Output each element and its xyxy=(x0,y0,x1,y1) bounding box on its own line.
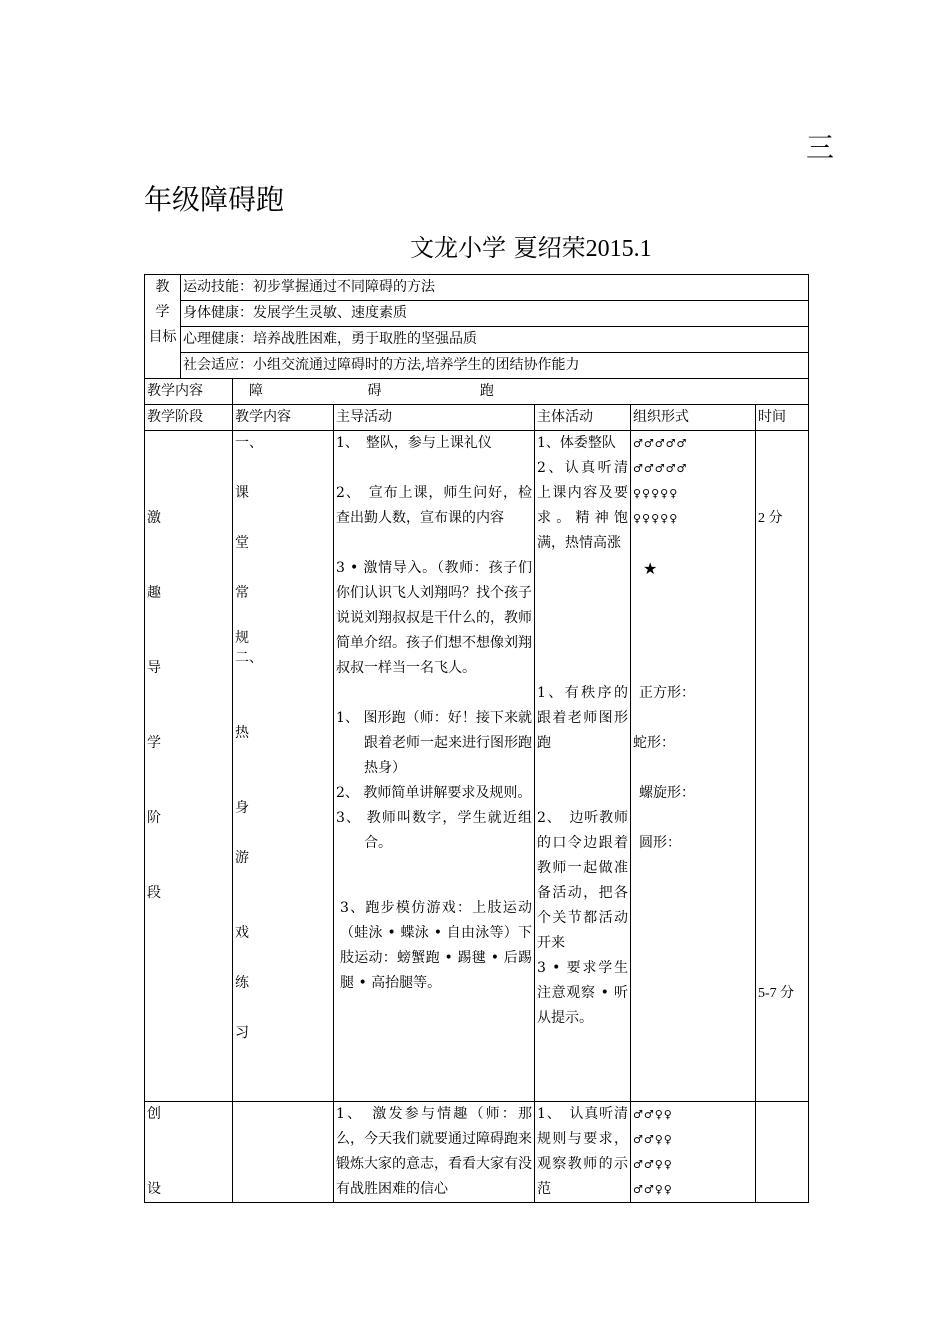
stage-char: 导 xyxy=(147,660,161,676)
header-student: 主体活动 xyxy=(535,405,631,431)
stage-2-org xyxy=(631,1102,756,1203)
lead-item: 1、 整队，参与上课礼仪 xyxy=(336,435,492,451)
org-symbol-row: ♂♂♂♂♂ xyxy=(633,437,688,450)
stage-1-student xyxy=(535,431,631,1102)
stage-1-name xyxy=(145,431,233,1102)
student-item: 2、 边听教师的口令边跟着教师一起做准备活动，把各个关节都活动开来 xyxy=(537,810,628,951)
student-item: 1、体委整队 xyxy=(537,435,616,451)
content-line: 戏 xyxy=(235,925,249,941)
header-row xyxy=(145,405,809,431)
stage-2-student: 1、 认真听清规则与要求，观察教师的示范 xyxy=(535,1102,631,1203)
content-line: 二、 xyxy=(235,650,263,666)
header-time: 时间 xyxy=(756,405,809,431)
org-symbol-row: ♂♂♂♂♂ xyxy=(633,462,688,475)
content-char: 碍 xyxy=(367,383,382,399)
lead-item: 2、 宣布上课，师生问好，检查出勤人数，宣布课的内容 xyxy=(336,485,532,526)
page-title: 年级障碍跑 xyxy=(144,183,285,216)
org-symbol-row: ♀♀♀♀♀ xyxy=(633,512,679,525)
lesson-plan-table xyxy=(144,274,809,1203)
content-row xyxy=(145,379,809,405)
lead-item: 3、跑步模仿游戏：上肢运动（蛙泳 • 蝶泳 • 自由泳等）下肢运动：螃蟹跑 • 踢毽 • 后踢腿 • 高抬腿等。 xyxy=(340,900,532,991)
stage-2-name xyxy=(145,1102,233,1203)
goal-row xyxy=(145,353,809,379)
student-item: 3 • 要求学生注意观察 • 听从提示。 xyxy=(537,960,628,1026)
stage-2-row xyxy=(145,1102,809,1203)
goal-item: 身体健康：发展学生灵敏、速度素质 xyxy=(181,301,809,327)
school-name: 文龙小学 xyxy=(410,234,506,262)
header-lead: 主导活动 xyxy=(334,405,535,431)
stage-1-lead xyxy=(334,431,535,1102)
goal-item: 运动技能：初步掌握通过不同障碍的方法 xyxy=(181,275,809,301)
teacher-name: 夏绍荣 xyxy=(513,234,586,262)
stage-2-lead: 1、 激发参与情趣（师：那么，今天我们就要通过障碍跑来锻炼大家的意志，看看大家有没有战胜困难的信心 xyxy=(334,1102,535,1203)
star-icon: ★ xyxy=(643,559,658,578)
stage-char: 创 xyxy=(147,1106,161,1122)
org-symbol-row: ♂♂♀♀ xyxy=(633,1133,673,1146)
org-shape: 圆形： xyxy=(639,835,681,851)
content-value xyxy=(233,379,809,405)
content-line: 游 xyxy=(235,850,249,866)
lead-item: 3、 教师叫数字，学生就近组合。 xyxy=(336,810,532,851)
time-value: 2 分 xyxy=(758,511,783,526)
stage-char: 段 xyxy=(147,885,161,901)
stage-1-time xyxy=(756,431,809,1102)
stage-1-org xyxy=(631,431,756,1102)
goal-row xyxy=(145,301,809,327)
header-org: 组织形式 xyxy=(631,405,756,431)
stage-char: 设 xyxy=(147,1181,161,1197)
org-shape: 蛇形： xyxy=(633,735,675,751)
year: 2015.1 xyxy=(585,236,652,262)
header-stage: 教学阶段 xyxy=(145,405,233,431)
content-line: 热 xyxy=(235,725,249,741)
goal-item: 社会适应：小组交流通过障碍时的方法,培养学生的团结协作能力 xyxy=(181,353,809,379)
content-char: 跑 xyxy=(479,383,494,399)
stage-1-row xyxy=(145,431,809,1102)
title-part-1: 三 xyxy=(806,131,835,164)
student-item: 1、有秩序的跟着老师图形跑 xyxy=(537,685,628,751)
lead-item: 2、 教师简单讲解要求及规则。 xyxy=(336,785,532,801)
content-char: 障 xyxy=(249,383,263,399)
goals-label-line-1: 教 学 xyxy=(155,279,170,320)
org-shape: 正方形： xyxy=(639,685,695,701)
org-symbol-row: ♂♂♀♀ xyxy=(633,1158,673,1171)
stage-1-content xyxy=(233,431,334,1102)
content-line: 堂 xyxy=(235,535,249,551)
subtitle xyxy=(410,230,652,267)
stage-char: 阶 xyxy=(147,810,161,826)
stage-char: 学 xyxy=(147,735,161,751)
goals-label-line-2: 目标 xyxy=(148,329,177,345)
content-line: 常 xyxy=(235,585,249,601)
goals-label xyxy=(145,275,181,379)
content-line: 课 xyxy=(235,485,249,501)
goal-row xyxy=(145,275,809,301)
stage-2-time xyxy=(756,1102,809,1203)
org-shape: 螺旋形： xyxy=(639,785,695,801)
header-content: 教学内容 xyxy=(233,405,334,431)
lead-item: 3 • 激情导入。（教师：孩子们你们认识飞人刘翔吗？找个孩子说说刘翔叔叔是干什么的，教师简单介绍。孩子们想不想像刘翔叔叔一样当一名飞人。 xyxy=(336,560,532,676)
org-symbol-row: ♂♂♀♀ xyxy=(633,1108,673,1121)
content-label: 教学内容 xyxy=(145,379,233,405)
student-item: 2、认真听清上课内容及要求。精神饱满，热情高涨 xyxy=(537,460,628,551)
goal-row xyxy=(145,327,809,353)
lead-item: 1、 图形跑（师：好！接下来就跟着老师一起来进行图形跑热身） xyxy=(336,710,532,776)
content-line: 身 xyxy=(235,800,249,816)
stage-char: 趣 xyxy=(147,585,161,601)
content-line: 习 xyxy=(235,1025,249,1041)
goal-item: 心理健康：培养战胜困难，勇于取胜的坚强品质 xyxy=(181,327,809,353)
content-line: 规 xyxy=(235,630,249,646)
content-line: 练 xyxy=(235,975,249,991)
stage-char: 激 xyxy=(147,510,161,526)
content-line: 一、 xyxy=(235,435,263,451)
stage-2-content xyxy=(233,1102,334,1203)
org-symbol-row: ♀♀♀♀♀ xyxy=(633,487,679,500)
time-value: 5-7 分 xyxy=(758,986,795,1001)
org-symbol-row: ♂♂♀♀ xyxy=(633,1183,673,1196)
